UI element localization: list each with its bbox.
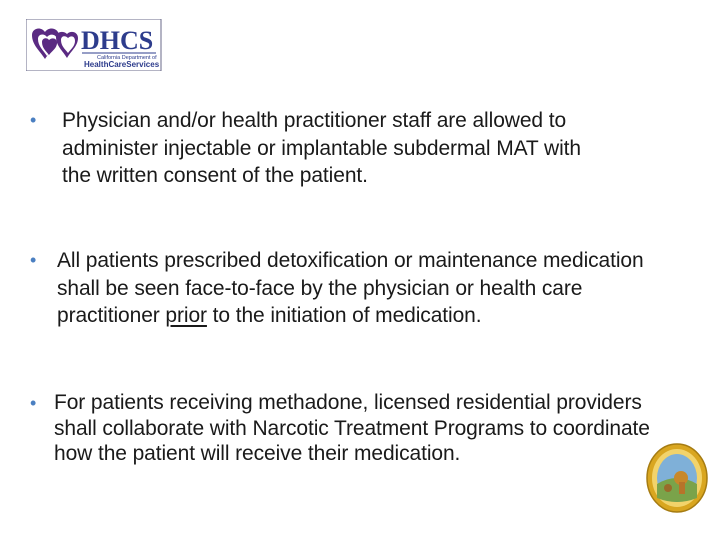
dhcs-logo <box>26 19 162 71</box>
bullet-item-1 <box>30 107 590 190</box>
bullet-marker: • <box>30 393 37 413</box>
bullet-marker: • <box>30 110 37 130</box>
bullet-marker: • <box>30 250 37 270</box>
logo-line2: HealthCareServices <box>84 60 160 69</box>
bullet-text-emphasis: prior <box>165 304 207 327</box>
bullet-text-after: to the initiation of medication. <box>206 304 482 327</box>
state-seal-icon <box>646 442 708 514</box>
logo-acronym: DHCS <box>81 26 154 55</box>
bullet-item-3 <box>30 390 670 467</box>
bullet-text-before: All patients prescribed detoxification or maintenance medication shall be seen face-to-face by the physician or health care practitioner <box>57 249 644 327</box>
bullet-text: Physician and/or health practitioner staff are allowed to administer injectable or implantable subdermal MAT with the written consent of the patient. <box>62 109 581 187</box>
logo-line1: California Department of <box>97 55 157 61</box>
bullet-text: For patients receiving methadone, licensed residential providers shall collaborate with Narcotic Treatment Programs to coordinate how the patient will receive their medication. <box>54 391 650 465</box>
bullet-item-2 <box>30 247 670 330</box>
bullet-text <box>57 247 670 330</box>
